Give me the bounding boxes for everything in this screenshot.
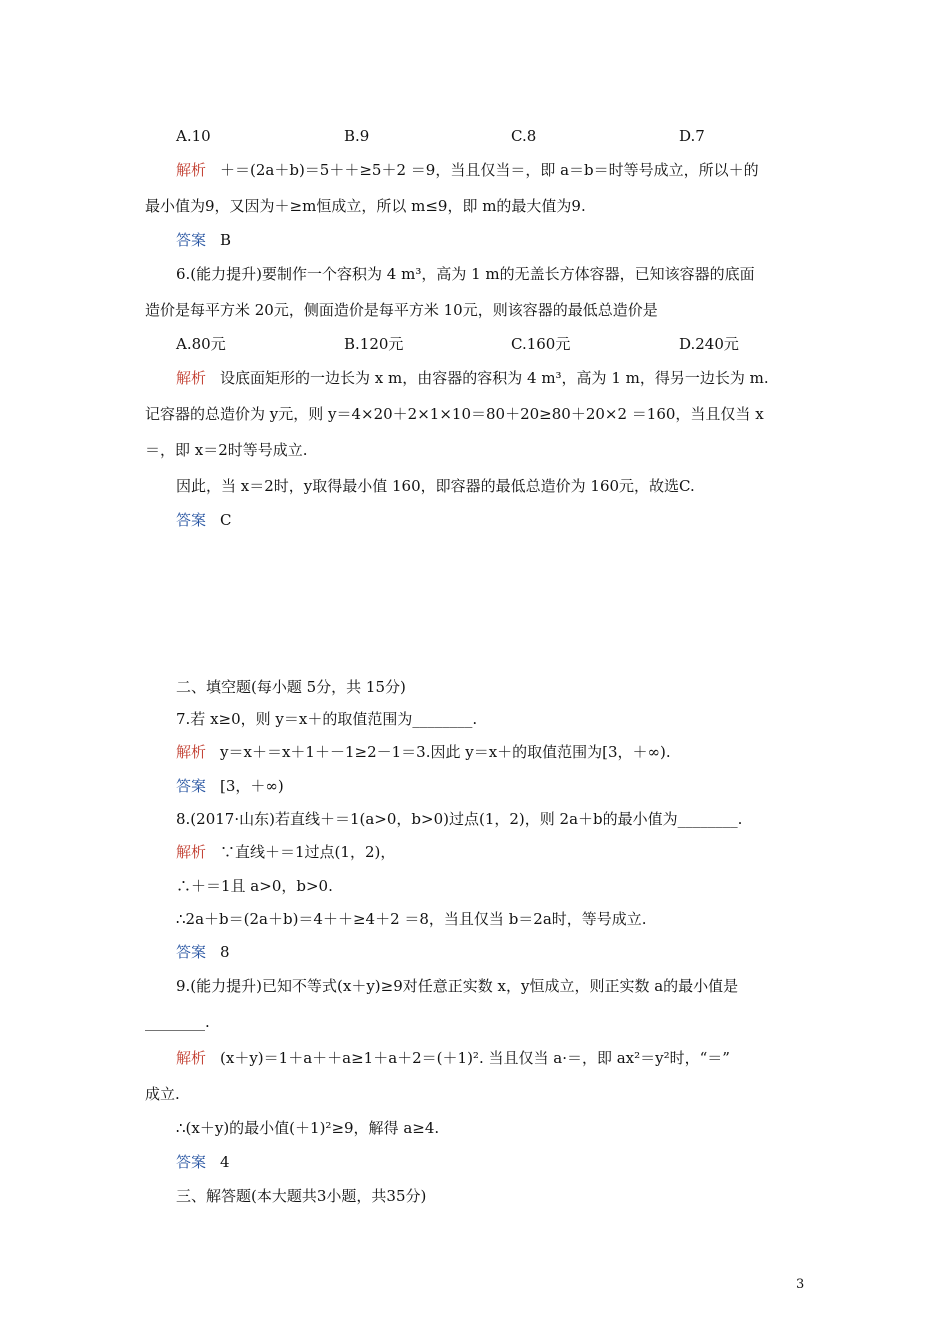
q8-answer-label: 答案 bbox=[176, 943, 207, 961]
q9-answer-line bbox=[176, 1151, 230, 1173]
q5-analysis-line-2: 最小值为9，又因为＋≥m恒成立，所以 m≤9，即 m的最大值为9. bbox=[145, 197, 586, 215]
q6-answer: C bbox=[220, 511, 232, 529]
q5-option-d: D.7 bbox=[679, 127, 705, 145]
q9-analysis-line-1 bbox=[176, 1047, 730, 1069]
q9-analysis-text-1: (x＋y)＝1＋a＋＋a≥1＋a＋2＝(＋1)². 当且仅当 a·＝，即 ax²＝y²时，“＝” bbox=[220, 1049, 730, 1067]
q6-answer-line bbox=[176, 509, 232, 531]
section-3-title: 三、解答题(本大题共3小题，共35分) bbox=[176, 1187, 427, 1205]
q6-option-d: D.240元 bbox=[679, 335, 739, 353]
q5-analysis-line-1 bbox=[176, 159, 759, 181]
q5-answer-label: 答案 bbox=[176, 231, 207, 249]
q8-analysis-text-1: ∵直线＋＝1过点(1，2)， bbox=[220, 843, 396, 861]
page-number: 3 bbox=[796, 1277, 805, 1292]
q9-stem-1: 9.(能力提升)已知不等式(x＋y)≥9对任意正实数 x，y恒成立，则正实数 a的最小值是 bbox=[176, 977, 739, 995]
section-2-title: 二、填空题(每小题 5分，共 15分) bbox=[176, 678, 406, 696]
q8-analysis-line-2: ∴＋＝1且 a>0，b>0. bbox=[176, 877, 333, 895]
q7-analysis-line bbox=[176, 741, 671, 763]
q9-analysis-line-2: 成立. bbox=[145, 1085, 180, 1103]
q8-analysis-label: 解析 bbox=[176, 843, 207, 861]
q7-answer-line bbox=[176, 775, 284, 797]
q7-stem: 7.若 x≥0，则 y＝x＋的取值范围为________. bbox=[176, 710, 478, 728]
q6-analysis-label: 解析 bbox=[176, 369, 207, 387]
q8-answer: 8 bbox=[220, 943, 230, 961]
q5-option-b: B.9 bbox=[344, 127, 370, 145]
q6-analysis-line-1 bbox=[176, 367, 769, 389]
q7-analysis-label: 解析 bbox=[176, 743, 207, 761]
q9-analysis-label: 解析 bbox=[176, 1049, 207, 1067]
q8-analysis-line-1 bbox=[176, 841, 395, 863]
q6-option-a: A.80元 bbox=[176, 335, 226, 353]
q6-stem-2: 造价是每平方米 20元，侧面造价是每平方米 10元，则该容器的最低总造价是 bbox=[145, 301, 658, 319]
q6-analysis-text-1: 设底面矩形的一边长为 x m，由容器的容积为 4 m³，高为 1 m，得另一边长为 m. bbox=[220, 369, 769, 387]
q6-stem-1: 6.(能力提升)要制作一个容积为 4 m³，高为 1 m的无盖长方体容器，已知该容器的底面 bbox=[176, 265, 755, 283]
q9-answer-label: 答案 bbox=[176, 1153, 207, 1171]
q6-option-b: B.120元 bbox=[344, 335, 404, 353]
q5-option-c: C.8 bbox=[511, 127, 537, 145]
q8-stem: 8.(2017·山东)若直线＋＝1(a>0，b>0)过点(1，2)，则 2a＋b的最小值为________. bbox=[176, 810, 743, 828]
q5-option-a: A.10 bbox=[176, 127, 211, 145]
q6-answer-label: 答案 bbox=[176, 511, 207, 529]
q9-analysis-line-3: ∴(x＋y)的最小值(＋1)²≥9，解得 a≥4. bbox=[176, 1119, 440, 1137]
q6-option-c: C.160元 bbox=[511, 335, 571, 353]
q5-answer: B bbox=[220, 231, 232, 249]
q7-answer-label: 答案 bbox=[176, 777, 207, 795]
q8-analysis-line-3: ∴2a＋b＝(2a＋b)＝4＋＋≥4＋2 ＝8，当且仅当 b＝2a时，等号成立. bbox=[176, 910, 647, 928]
q8-answer-line bbox=[176, 941, 230, 963]
q5-analysis-label: 解析 bbox=[176, 161, 207, 179]
q6-analysis-line-2: 记容器的总造价为 y元，则 y＝4×20＋2×1×10＝80＋20≥80＋20×2 ＝160，当且仅当 x bbox=[145, 405, 764, 423]
q5-answer-line bbox=[176, 229, 231, 251]
q5-analysis-text-1: ＋＝(2a＋b)＝5＋＋≥5＋2 ＝9，当且仅当＝，即 a＝b＝时等号成立，所以＋的 bbox=[220, 161, 759, 179]
q6-analysis-line-3: ＝，即 x＝2时等号成立. bbox=[145, 441, 308, 459]
q7-analysis-text: y＝x＋＝x＋1＋－1≥2－1＝3.因此 y＝x＋的取值范围为[3，＋∞). bbox=[220, 743, 671, 761]
q9-answer: 4 bbox=[220, 1153, 230, 1171]
q7-answer: [3，＋∞) bbox=[220, 777, 284, 795]
q6-analysis-line-4: 因此，当 x＝2时，y取得最小值 160，即容器的最低总造价为 160元，故选C. bbox=[176, 477, 695, 495]
q9-stem-2: ________. bbox=[145, 1013, 210, 1031]
